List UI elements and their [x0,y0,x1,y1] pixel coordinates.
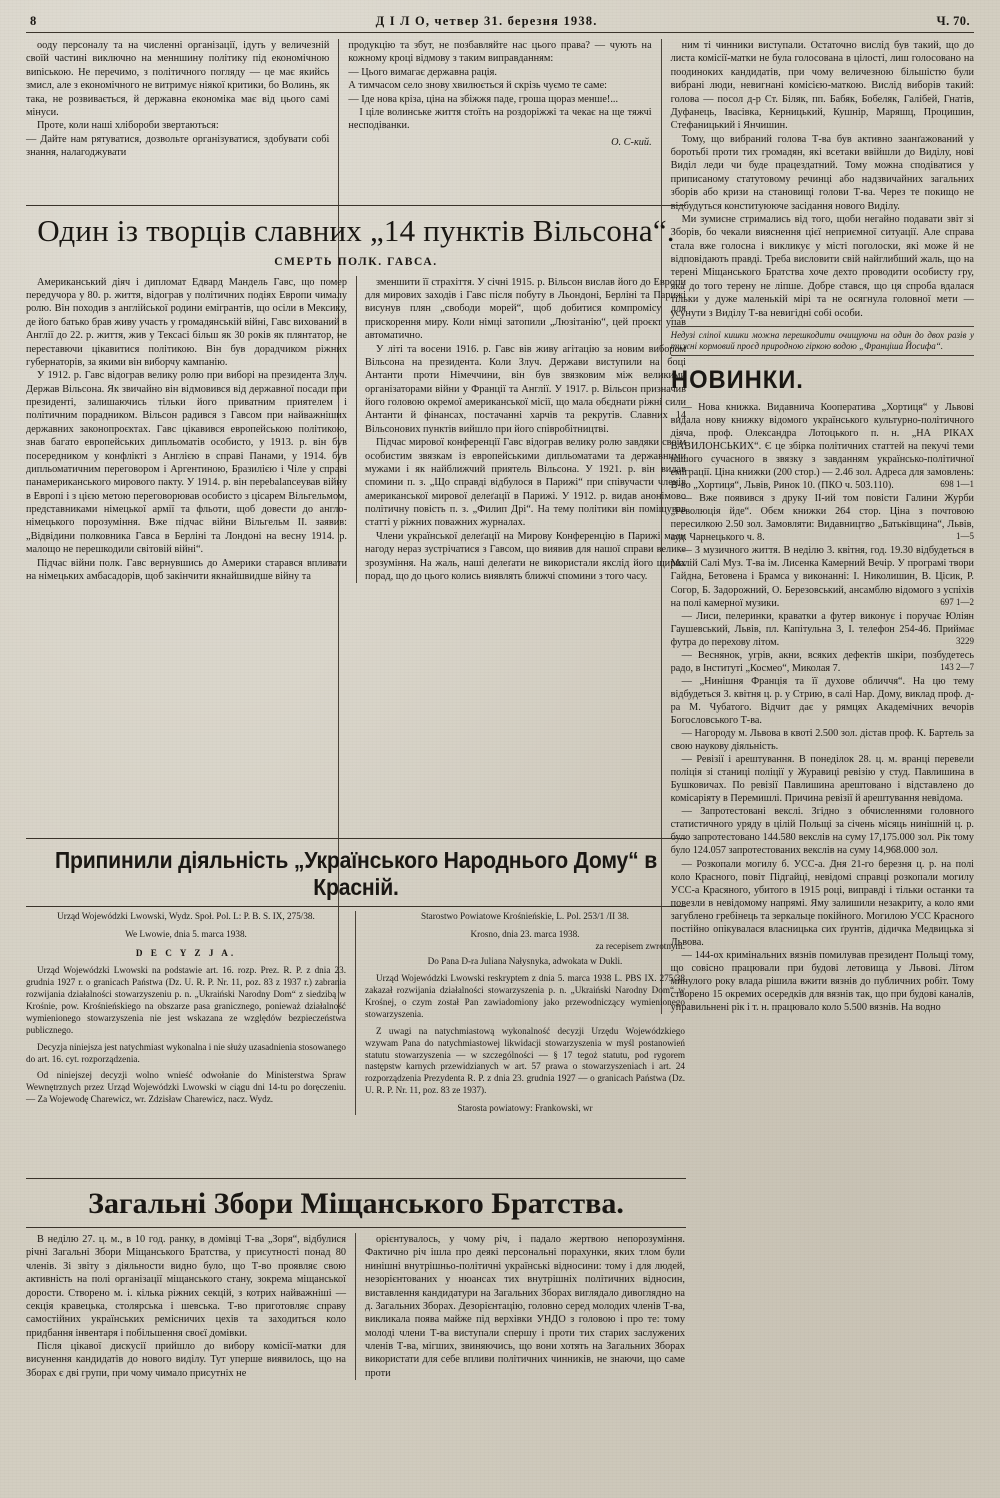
divider [26,906,686,907]
decision-body [26,911,686,1115]
paragraph: Американський діяч і дипломат Едвард Мандель Гавс, що помер передучора у 80. р. життя, відограв у політичних подіях Европи чималу ролю. Він походив з англійської родини емігрантів, що осіли в Мексику, де його батько брав живу участь у громадянській війні, Гавс вихований в Англії до 22. р. життя, жив у Тексасі більш як 30 років як плянтатор, не переставючи цікавитися політикою. Він був дорадчиком ріжних губернаторів, за якими він виборчу кампанію. [26,276,347,368]
brotherhood-headline: Загальні Збори Міщанського Братства. [88,1187,624,1220]
brotherhood-body [26,1233,686,1380]
article-signature: О. С-кий. [611,136,652,148]
list-item: — „Нинішня Франція та її духове обличчя“. На цю тему відбудеться 3. квітня ц. р. у Стрию, в салі Нар. Дому, виклад проф. д-ра М. Чубатого. Відчит дає у рямцях Академічних вечорів Богословського Т-ва. [670,675,974,726]
column-3-top [662,39,974,1014]
place-date-right: Krosno, dnia 23. marca 1938. [470,928,580,939]
wilson-article [26,205,686,583]
paragraph: Тому, що вибраний голова Т-ва був активно заанґажований у боротьбі проти тих громадян, які всетаки ввійшли до Виділу, нові Виділ леди чи буде працездатний. Тому можна сподіватися у приписаному статутовому речинці або надзвичайних загальних зборів або кризи на становищі голови Т-ва. Через те покищо не відбудуться конституююче засідання нового Виділу. [670,133,974,212]
paragraph: У літі та восени 1916. р. Гавс вів живу агітацію за новим вибором Вільсона на президента. Коли Злуч. Держави виступили на боці Антанти проти Німеччини, він був звязковим між великими організаторами війни у Франції та Англії. У 1917. р. Вільсон призначив його головою окремої американської місії, що мала обєднати ріжні сили Антанти й фінансах, постачанні харчів та рекрутів. Славних 14 Вільсонових пунктів вийшло при його співробітництві. [365,343,686,435]
decyzja-title: D E C Y Z J A. [135,947,237,958]
list-item: — Веснянок, угрів, акни, всяких дефектів шкіри, позбудетесь радо, в Інституті „Космео“, Миколая 7. 143 2—7 [670,649,974,674]
office-header-right: Starostwo Powiatowe Krośnieńskie, L. Pol. 253/1 /II 38. [421,911,629,921]
paragraph: В неділю 27. ц. м., в 10 год. ранку, в домівці Т-ва „Зоря“, відбулися річні Загальні Збори Міщанського Братства, у присутності понад 80 членів. Зі звіту з діяльности видно було, що Т-во проявляє свою активність на полі організації міщанського стану, зокрема міщанської дорости. Створено м. і. кілька ріжних секцій, з котрих найважніші — секція кравецька, столярська і шевська. Т-во приготовляє справу самостійних українських ремісничих цехів та заходиться коло придбання інвентаря і побільшення своєї домівки. [26,1234,346,1339]
decision-headline: Припинили діяльність „Українського Народнього Дому“ в Красній. [54,847,658,900]
masthead [26,14,974,33]
list-item: — Нагороду м. Львова в квоті 2.500 зол. дістав проф. К. Бартель за свою наукову діяльність. [670,728,974,753]
signature-block: Starosta powiatowy: Frankowski, wr [457,1103,593,1114]
paragraph: Ми зумисне стримались від того, щоби негайно подавати звіт зі Зборів, бо чекали вияснення цієї неприємної ситуації. Але справа стала вже голосна і викликує у місті поголоски, які може й не відповідають правді. Треба висловити свій найглибший жаль, що на терені Міщанського Братства хоче дехто проводити особисту гру, яка до того терену не ліпше. Добре стався, що ця спроба вдалася тільки у дуже маленькій мірі та не осягнула головної мети — усунути з Виділу Т-ва невигідні собі особи. [670,213,974,319]
page-number: 8 [30,14,37,28]
paragraph: Od niniejszej decyzji wolno wnieść odwołanie do Ministerstwa Spraw Wewnętrznych przez Urząd Wojewódzki Lwowski w ciągu dni 14-tu po doręczeniu. — Za Wojewodę Charewicz, wr. Zdzisław Charewicz, nacz. Wydz. [26,1070,346,1105]
divider [26,838,686,839]
paragraph: орієнтувалось, у чому річ, і падало жертвою непорозуміння. Фактично річ ішла про деякі персональні порахунки, яких тлом були нинішні внутрішньо-політичні українські відносини: тому і для людей, незорієнтованих у нюансах тих внутрішніх політичних відносин, виставлення кандидатури на Загальних Зборах виглядало дивоглядно на д. Загальних Зборах. Дезорієнтацію, головно серед молодих членів Т-ва, викликала поява майже під верхівки УНДО з головою і про те: тому молоді члени Т-ва виступали спершу і проти тих старих заслужених членів Т-ва, мігших, звиняючись, що вони хотять на Загальних Зборах використати для себе впливи політичних чинників, не знаючи, що саме проти [365,1234,685,1379]
paragraph: — Іде нова кріза, ціна на збіжжя паде, гроша щораз менше!... [348,93,619,105]
article-subtitle: СМЕРТЬ ПОЛК. ГАВСА. [274,255,438,268]
divider [26,1227,686,1228]
paragraph: — Цього вимагає державна рація. [348,66,497,78]
paragraph: Проте, коли наші хлібороби звертаються: [37,120,219,132]
list-item: — З музичного життя. В неділю 3. квітня, год. 19.30 відбудеться в Малій Салі Муз. Т-ва ім. Лисенка Камерний Вечір. У програмі твори Гайдна, Бетовена і Брамса у виконанні: І. Николишин, В. Цісик, Р. Согор, Б. Задорожний, О. Березовський, ансамблю відомого з успіхів на полі камерної музики. 697 1—2 [670,545,974,609]
divider [26,205,686,206]
paragraph: ним ті чинники виступали. Остаточно вислід був такий, що до листа комісії-матки не була голосована в цілості, лиш голосовано на поодиноких кандидатів, при чому величезною більшістю були вибрані люди, невигнані комісією-маткою. Вислід виборів такий: голова — посол д-р Ст. Біляк, пп. Бабяк, Бобеляк, Галібей, Гнатів, Дуфанець, Івасівка, Керницький, Кушнір, Маряшц, Процишин, Стефаницький і Янчишин. [670,40,974,132]
brotherhood-left-column [26,1233,356,1380]
paragraph: зменшити її страхіття. У січні 1915. р. Вільсон вислав його до Европи для мирових заходів і Гавс після побуту в Льондоні, Берліні та Парижі висунув плян „свободи морей“, щоб добитися компромісу для прискорення миру. Коли німці затопили „Люзітанію“, цей проєкт упав автоматично. [365,276,686,342]
page-title: Один із творців славних „14 пунктів Вільсона“. [37,213,675,248]
paragraph: Підчас мирової конференції Гавс відограв велику ролю завдяки своїм особистим звязкам із европейськими дипльоматами та державними мужами і як найближчий приятель Вільсона. У 1921. р. він видав спомини п. з. „Що справді відбулося в Парижі“ при співучасти членів американської мирової делеґації в Парижі. У 1912. р. видав анонімово політичну повість п. з. „Филип Дрі“. На тему політики він поміщував статті у ріжних поважних журналах. [365,437,686,529]
paragraph: Z uwagi na natychmiastową wykonalność decyzji Urzędu Wojewódzkiego wzywam Pana do natychmiastowej likwidacji stowarzyszenia w myśl postanowień statutu stowarzyszenia — w szczególności — § 17 tegoż statutu, pod rygorem następstw karnych przewidzianych w art. 57 prawa o stowarzyszeniach i art. 24 rozporządzenia Prezydenta R. P. z dnia 23. grudnia 1927 — o granicach Państwa (Dz. U. R. P. Nr. 11, poz. 83 ze 1937). [365,1025,685,1096]
paragraph: У 1912. р. Гавс відограв велику ролю при виборі на президента Злуч. Держав Вільсона. Як звичайно він відмовився від державної посади при президенті, залишаючись тільки його приватним приятелем і політичним порадником. Вільсон радився з Гавсом при найважніших державних законопроєктах. Гавс цікавився европейською політикою, знав багато европейських дипльоматів особисто, у 1913. р. він був посередником у конфлікті з Англією в справі Панами, у 1914. був дипльоматичним переговором і Аргентиною, Бразилією і Чіле у справі панамериканського мирового пакту. У 1914. р. він переbalanceував війну в Европі і з цією метою переговорював особисто з цісарем Вільгельмом, представниками німецької армії та фльоти, щоб довести до англо-німецького порозуміння. Вже підчас війни Вільгельм ІІ. заявив: „Відвідини полковника Гавса в Берліні та Лондоні на весну 1914. р. малощо не перешкодили світовій війні“. [26,370,347,556]
paragraph: Urząd Wojewódzki Lwowski na podstawie art. 16. rozp. Prez. R. P. z dnia 23. grudnia 1927 r. o granicach Państwa (Dz. U. R. P. Nr. 11, poz. 83 z 1937 r.) zabrania rozwijania działalności stowarzyszeniu p. n. „Ukraiński Narodny Dom“ z siedzibą w Krośnie, pow. Krośnieńskiego na obszarze pasa granicznego, ponieważ działalność wymienionego stowarzyszenia nie jest wskazana ze względów bezpieczeństwa publicznego. [26,964,346,1035]
wilson-article-body [26,276,686,584]
decision-article [26,838,686,1115]
paragraph: — Дайте нам рятуватися, дозвольте організуватися, здобувати собі знання, налагоджувати [26,133,330,158]
paragraph: продукцію та збут, не позбавляйте нас цього права? — чують на кожному кроці відмову з таким виправданням: [348,40,652,65]
list-item: — Запротестовані векслі. Згідно з обчисленнями головного статистичного уряду в цілій Польщі за січень місяць нинішній ц. р. було запротестовано 144.580 векслів на суму 17,175.000 зол. Рік тому було 124.057 запротестованих векслів на суму 14,968.000 зол. [670,806,974,857]
paragraph: Члени української делеґації на Мирову Конференцію в Парижі мали нагоду нераз зустрічатися з Гавсом, що виявив для нашої справи велике зрозуміння. На жаль, наші делеґати не використали якслід його щирих порад, що до цього колись виявлять ближчі спомини з того часу. [365,530,686,582]
place-date-left: We Lwowie, dnia 5. marca 1938. [125,928,247,939]
paragraph: Urząd Wojewódzki Lwowski reskryptem z dnia 5. marca 1938 L. PBS IX. 275/38 zakazał rozwijania działalności stowarzyszenia p. n. „Ukraiński Narodny Dom“ w Krośnej, o czym został Pan zawiadomiony jako przewodniczący wymienionego stowarzyszenia. [365,972,685,1019]
paragraph: Після цікавої дискусії прийшло до вибору комісії-матки для висунення кандидатів до нового виділу. Тут уперше виявилось, що на Зборах є дві групи, при чому чимало присутніх не [26,1341,346,1379]
list-item: — Нова книжка. Видавнича Кооператива „Хортиця“ у Львові видала нову книжку відомого українського культурно-політичного діяча, проф. Олександра Лотоцького п. н. „НА РІКАХ ВАВИЛОНСЬКИХ“. Є це збірка політичних статтей на пекучі теми нашого сучасного в звязку з завданням українсько-політичної еміграції. Ціна книжки (200 стор.) — 2.46 зол. Адреса для замовлень: В-во „Хортиця“, Львів, Ринок 10. (ПКО ч. 503.110). 698 1—1 [670,401,974,492]
office-header-left: Urząd Wojewódzki Lwowski, Wydz. Społ. Pol. L: P. B. S. IX, 275/38. [57,911,315,921]
brotherhood-article [26,1178,686,1380]
decision-left-column [26,911,356,1115]
paragraph: А тимчасом село знову хвилюється й скрізь чуємо те саме: [348,80,608,92]
paragraph: Decyzja niniejsza jest natychmiast wykonalna i nie służy uzasadnienia stosowanego do art. 16. cyt. rozporządzenia. [26,1041,346,1064]
issue-number: Ч. 70. [936,14,970,28]
masthead-title: Д І Л О, четвер 31. березня 1938. [375,14,598,28]
list-item: — Розкопали могилу б. УСС-а. Дня 21-го березня ц. р. на полі коло Красного, повіт Підгайці, невідомі справці розкопали могилу УСС-а Красяного, убитого в 1915 році, виправді і тільки останки та повезли в невідомому напрямі. Яму залишили незакриту, а коло ями загублено гребінець та зеркальце покійного. Могилою УСС Красного постійно опікувалася власницька сих ґрунтів, дідичка Медвицька зі Львова. [670,858,974,948]
health-notice-box: Недузі сліпої кишки можна перешкодити очищуючи на один до двох разів у тижні кормовий проєд природною гіркою водою „Франціша Йосифа“. [671,326,974,357]
news-items-list [671,401,974,1014]
paragraph: ооду персоналу та на численні організації, ідуть у величезній своїй частині виключно на менншину політику під економічною виnіською. Не перечимо, з політичного погляду — це має якийсь змисл, але з економічного не витримує ніякої критики, бо Волинь, як така, не розвивається, й державна економіка має від цього самі мінуси. [26,40,330,118]
addressee: Do Pana D-ra Juliana Nałysnyka, adwokata w Dukli. [427,955,623,966]
decision-right-column [356,911,685,1115]
novynky-section-title: НОВИНКИ. [670,366,804,395]
list-item: — Ревізії і арештування. В понеділок 28. ц. м. вранці перевели поліція зі станиці поліції у Журавиці ревізію у студ. Павлишина в Бушковичах. По ревізії Павлишина арештовано і відставлено до комісаріяту в Перемишлі. Причина ревізії й арештування невідома. [670,754,974,805]
list-item: — Вже появився з друку ІІ-ий том повісти Галини Журби „Революція йде“. Обєм книжки 264 стор. Ціна з почтовою пересилкою 2.50 зол. Замовляти: Видавництво „Батьківщина“, Львів, ауд. Чарнецького ч. 8. 1—5 [670,493,974,544]
paragraph: І ціле волинське життя стоїть на роздоріжжі та чекає на ще тяжчі несподіванки. [348,106,652,132]
za-recepisem: za recepisem zwrotnym. [595,940,685,951]
divider [26,1178,686,1179]
brotherhood-right-column [356,1233,685,1380]
list-item: — 144-ох кримінальних вязнів помилував президент Польщі тому, що совісно працювали при будові летовища у Львові. Літом минулого року влада рішила вжити вязнів до публичних робіт. Тому створено 15 окремих осередків для вязнів так, що при будові каналів, управильнені рік і т. н. працювало коло 5.500 вязнів. На водно [670,949,974,1014]
list-item: — Лиси, пелеринки, краватки а футер виконує і поручає Юліян Гаушевський, Львів, пл. Капітульна 3, І. телефон 254-46. Приймає футра до перехову літом. 3229 [670,610,974,648]
paragraph: Підчас війни полк. Гавс вернувшись до Америки старався впливати на німецьких амбасадорів, щоб закінчити якнайшвидше війну та [26,557,347,582]
